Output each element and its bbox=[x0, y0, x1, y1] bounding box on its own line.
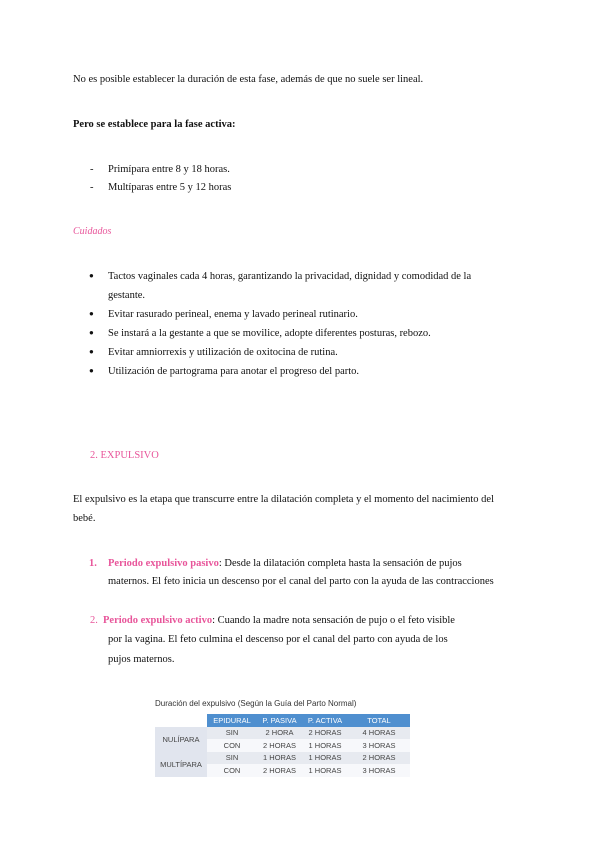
care-text: Se instará a la gestante a que se movilice, adopte diferentes posturas, rebozo. bbox=[108, 328, 431, 339]
section-definition: El expulsivo es la etapa que transcurre entre la dilatación completa y el momento del nacimiento del bbox=[73, 494, 495, 505]
care-text: Utilización de partograma para anotar el progreso del parto. bbox=[108, 366, 360, 377]
period-description-continuation: por la vagina. El feto culmina el descenso por el canal del parto con ayuda de los bbox=[108, 634, 448, 645]
period-number: 1. bbox=[89, 558, 97, 569]
table-caption: Duración del expulsivo (Según la Guía del Parto Normal) bbox=[155, 699, 357, 708]
care-text: Evitar amniorrexis y utilización de oxitocina de rutina. bbox=[108, 347, 338, 358]
period-title: Periodo expulsivo pasivo bbox=[108, 558, 219, 569]
table-cell: CON bbox=[207, 739, 257, 752]
table-cell: 2 HORAS bbox=[257, 739, 302, 752]
table-cell: SIN bbox=[207, 752, 257, 765]
dash-marker: - bbox=[90, 164, 94, 175]
period-description: : Desde la dilatación completa hasta la sensación de pujos bbox=[218, 558, 462, 569]
table-header: P. PASIVA bbox=[257, 714, 302, 727]
group-label: NULÍPARA bbox=[155, 727, 207, 752]
section-definition-continuation: bebé. bbox=[73, 513, 96, 524]
period-number: 2. bbox=[90, 615, 98, 626]
duration-text: Multíparas entre 5 y 12 horas bbox=[108, 182, 232, 193]
table-header: TOTAL bbox=[348, 714, 410, 727]
table-cell: 1 HORAS bbox=[257, 752, 302, 765]
care-text: Evitar rasurado perineal, enema y lavado perineal rutinario. bbox=[108, 309, 358, 320]
period-line bbox=[103, 613, 455, 628]
table-header: EPIDURAL bbox=[207, 714, 257, 727]
table-cell: 2 HORA bbox=[257, 727, 302, 740]
section-heading bbox=[90, 448, 159, 463]
active-phase-heading: Pero se establece para la fase activa: bbox=[73, 119, 236, 130]
table-cell: 3 HORAS bbox=[348, 764, 410, 777]
bullet-icon: ● bbox=[89, 271, 94, 280]
section-number: 2. bbox=[90, 450, 98, 461]
table-cell: 2 HORAS bbox=[257, 764, 302, 777]
duration-text: Primípara entre 8 y 18 horas. bbox=[108, 164, 230, 175]
table-cell: 2 HORAS bbox=[348, 752, 410, 765]
bullet-icon: ● bbox=[89, 309, 94, 318]
bullet-icon: ● bbox=[89, 366, 94, 375]
table-cell: 1 HORAS bbox=[302, 739, 348, 752]
table-cell: 4 HORAS bbox=[348, 727, 410, 740]
period-description: : Cuando la madre nota sensación de pujo o el feto visible bbox=[212, 615, 455, 626]
period-description-continuation: maternos. El feto inicia un descenso por el canal del parto con la ayuda de las contracciones bbox=[108, 576, 494, 587]
bullet-icon: ● bbox=[89, 347, 94, 356]
period-title: Periodo expulsivo activo bbox=[103, 615, 213, 626]
table-corner-cell bbox=[155, 714, 207, 727]
table-header-row bbox=[155, 714, 410, 727]
section-title: EXPULSIVO bbox=[100, 450, 159, 461]
group-label: MULTÍPARA bbox=[155, 752, 207, 777]
bullet-icon: ● bbox=[89, 328, 94, 337]
care-heading: Cuidados bbox=[73, 226, 112, 237]
table-cell: 1 HORAS bbox=[302, 752, 348, 765]
period-description-continuation: pujos maternos. bbox=[108, 654, 175, 665]
care-text: Tactos vaginales cada 4 horas, garantizando la privacidad, dignidad y comodidad de la bbox=[108, 271, 472, 282]
duration-table bbox=[155, 714, 410, 777]
table-header: P. ACTIVA bbox=[302, 714, 348, 727]
intro-text: No es posible establecer la duración de esta fase, además de que no suele ser lineal. bbox=[73, 74, 424, 85]
table-row bbox=[155, 752, 410, 765]
care-text-continuation: gestante. bbox=[108, 290, 146, 301]
table-cell: 1 HORAS bbox=[302, 764, 348, 777]
dash-marker: - bbox=[90, 182, 94, 193]
period-line bbox=[108, 556, 462, 571]
table-row bbox=[155, 727, 410, 740]
table-cell: SIN bbox=[207, 727, 257, 740]
table-cell: 3 HORAS bbox=[348, 739, 410, 752]
table-cell: 2 HORAS bbox=[302, 727, 348, 740]
table-cell: CON bbox=[207, 764, 257, 777]
